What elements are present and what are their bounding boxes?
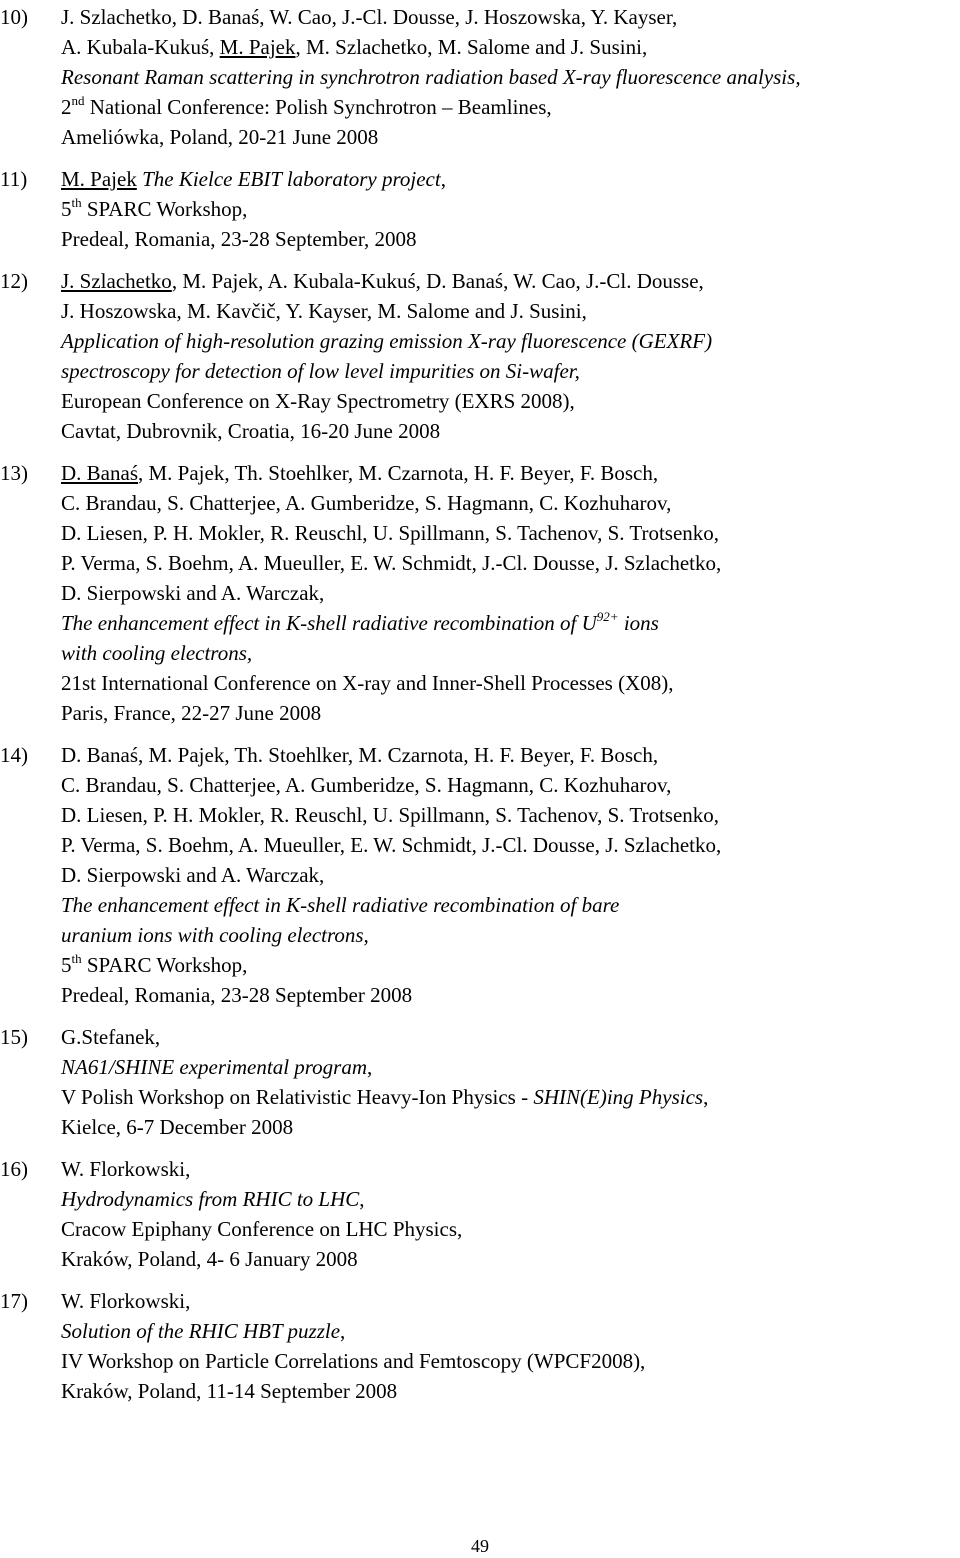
- reference-line: [61, 1346, 950, 1376]
- reference-text: P. Verma, S. Boehm, A. Mueuller, E. W. Schmidt, J.-Cl. Dousse, J. Szlachetko,: [61, 551, 722, 575]
- reference-number: 16): [0, 1157, 28, 1181]
- reference-line: [61, 2, 950, 32]
- reference-line: [61, 518, 950, 548]
- superscript-text: th: [71, 951, 82, 966]
- reference-body: [61, 1154, 950, 1274]
- reference-text: ,: [703, 1085, 709, 1109]
- reference-line: [61, 860, 950, 890]
- title-text: Hydrodynamics from RHIC to LHC: [61, 1187, 360, 1211]
- reference-text: ,: [340, 1319, 346, 1343]
- reference-number: 12): [0, 269, 28, 293]
- title-text: with cooling electrons,: [61, 641, 253, 665]
- reference-text: Kraków, Poland, 4- 6 January 2008: [61, 1247, 358, 1271]
- reference-text: D. Sierpowski and A. Warczak,: [61, 581, 325, 605]
- reference-line: [61, 1052, 950, 1082]
- reference-item: [0, 740, 950, 1010]
- reference-line: [61, 458, 950, 488]
- reference-body: [61, 1022, 950, 1142]
- reference-item: [0, 458, 950, 728]
- reference-line: [61, 608, 950, 638]
- reference-text: D. Liesen, P. H. Mokler, R. Reuschl, U. Spillmann, S. Tachenov, S. Trotsenko,: [61, 803, 720, 827]
- reference-text: Cracow Epiphany Conference on LHC Physics,: [61, 1217, 463, 1241]
- reference-line: [61, 1214, 950, 1244]
- reference-line: [61, 194, 950, 224]
- reference-text: ,: [440, 167, 446, 191]
- reference-text: National Conference: Polish Synchrotron – Beamlines,: [84, 95, 552, 119]
- reference-text: D. Sierpowski and A. Warczak,: [61, 863, 325, 887]
- reference-line: [61, 668, 950, 698]
- reference-text: 21st International Conference on X-ray and Inner-Shell Processes (X08),: [61, 671, 674, 695]
- reference-text: W. Florkowski,: [61, 1157, 191, 1181]
- reference-item: [0, 1154, 950, 1274]
- reference-number: 13): [0, 461, 28, 485]
- reference-text: W. Florkowski,: [61, 1289, 191, 1313]
- reference-number: 11): [0, 167, 28, 191]
- reference-text: D. Liesen, P. H. Mokler, R. Reuschl, U. Spillmann, S. Tachenov, S. Trotsenko,: [61, 521, 720, 545]
- reference-text: , M. Pajek, Th. Stoehlker, M. Czarnota, H. F. Beyer, F. Bosch,: [138, 461, 659, 485]
- title-text: ions: [618, 611, 659, 635]
- reference-text: Predeal, Romania, 23-28 September, 2008: [61, 227, 417, 251]
- reference-line: [61, 800, 950, 830]
- reference-item: [0, 164, 950, 254]
- reference-line: [61, 224, 950, 254]
- reference-line: [61, 980, 950, 1010]
- reference-line: [61, 1184, 950, 1214]
- reference-line: [61, 830, 950, 860]
- reference-item: [0, 2, 950, 152]
- reference-body: [61, 740, 950, 1010]
- reference-text: D. Banaś: [61, 461, 138, 485]
- reference-text: IV Workshop on Particle Correlations and Femtoscopy (WPCF2008),: [61, 1349, 646, 1373]
- reference-text: 5: [61, 953, 72, 977]
- reference-text: SPARC Workshop,: [81, 197, 248, 221]
- reference-item: [0, 1022, 950, 1142]
- reference-text: European Conference on X-Ray Spectrometry (EXRS 2008),: [61, 389, 575, 413]
- reference-text: SPARC Workshop,: [81, 953, 248, 977]
- reference-line: [61, 386, 950, 416]
- reference-line: [61, 32, 950, 62]
- reference-line: [61, 548, 950, 578]
- reference-line: [61, 164, 950, 194]
- reference-text: J. Hoszowska, M. Kavčič, Y. Kayser, M. Salome and J. Susini,: [61, 299, 587, 323]
- reference-line: [61, 416, 950, 446]
- reference-line: [61, 1112, 950, 1142]
- title-text: The enhancement effect in K-shell radiative recombination of U: [61, 611, 597, 635]
- reference-line: [61, 698, 950, 728]
- reference-body: [61, 458, 950, 728]
- reference-line: [61, 920, 950, 950]
- reference-text: G.Stefanek,: [61, 1025, 161, 1049]
- reference-list: [0, 2, 950, 1418]
- reference-number: 14): [0, 743, 28, 767]
- reference-text: P. Verma, S. Boehm, A. Mueuller, E. W. Schmidt, J.-Cl. Dousse, J. Szlachetko,: [61, 833, 722, 857]
- superscript-text: nd: [71, 93, 85, 108]
- reference-line: [61, 122, 950, 152]
- superscript-text: th: [71, 195, 82, 210]
- reference-line: [61, 890, 950, 920]
- reference-line: [61, 1286, 950, 1316]
- reference-line: [61, 356, 950, 386]
- reference-line: [61, 578, 950, 608]
- reference-line: [61, 638, 950, 668]
- title-text: Application of high-resolution grazing emission X-ray fluorescence (GEXRF): [61, 329, 713, 353]
- reference-item: [0, 266, 950, 446]
- reference-line: [61, 62, 950, 92]
- title-text: uranium ions with cooling electrons,: [61, 923, 369, 947]
- reference-text: Predeal, Romania, 23-28 September 2008: [61, 983, 413, 1007]
- title-text: spectroscopy for detection of low level impurities on Si-wafer,: [61, 359, 580, 383]
- reference-text: ,: [359, 1187, 365, 1211]
- reference-line: [61, 770, 950, 800]
- reference-line: [61, 1154, 950, 1184]
- reference-text: Cavtat, Dubrovnik, Croatia, 16-20 June 2008: [61, 419, 441, 443]
- reference-text: , M. Szlachetko, M. Salome and J. Susini,: [295, 35, 648, 59]
- reference-text: ,: [367, 1055, 373, 1079]
- reference-item: [0, 1286, 950, 1406]
- title-text: The Kielce EBIT laboratory project: [142, 167, 441, 191]
- reference-text: M. Pajek: [219, 35, 296, 59]
- reference-line: [61, 92, 950, 122]
- reference-line: [61, 266, 950, 296]
- reference-line: [61, 1022, 950, 1052]
- reference-line: [61, 296, 950, 326]
- reference-line: [61, 488, 950, 518]
- reference-body: [61, 266, 950, 446]
- title-text: Solution of the RHIC HBT puzzle: [61, 1319, 341, 1343]
- reference-line: [61, 1316, 950, 1346]
- reference-line: [61, 740, 950, 770]
- reference-text: , M. Pajek, A. Kubala-Kukuś, D. Banaś, W. Cao, J.-Cl. Dousse,: [171, 269, 704, 293]
- reference-line: [61, 1244, 950, 1274]
- reference-line: [61, 1082, 950, 1112]
- reference-text: C. Brandau, S. Chatterjee, A. Gumberidze, S. Hagmann, C. Kozhuharov,: [61, 491, 672, 515]
- title-text: The enhancement effect in K-shell radiative recombination of bare: [61, 893, 620, 917]
- reference-text: C. Brandau, S. Chatterjee, A. Gumberidze, S. Hagmann, C. Kozhuharov,: [61, 773, 672, 797]
- reference-text: Kraków, Poland, 11-14 September 2008: [61, 1379, 398, 1403]
- reference-body: [61, 1286, 950, 1406]
- reference-text: 2: [61, 95, 72, 119]
- reference-text: V Polish Workshop on Relativistic Heavy-Ion Physics -: [61, 1085, 534, 1109]
- reference-text: J. Szlachetko: [61, 269, 172, 293]
- reference-text: D. Banaś, M. Pajek, Th. Stoehlker, M. Czarnota, H. F. Beyer, F. Bosch,: [61, 743, 659, 767]
- reference-text: Paris, France, 22-27 June 2008: [61, 701, 322, 725]
- title-text: SHIN(E)ing Physics: [533, 1085, 704, 1109]
- reference-text: A. Kubala-Kukuś,: [61, 35, 220, 59]
- reference-body: [61, 164, 950, 254]
- page-number: 49: [471, 1536, 489, 1556]
- reference-number: 10): [0, 5, 28, 29]
- reference-text: Ameliówka, Poland, 20-21 June 2008: [61, 125, 379, 149]
- reference-line: [61, 326, 950, 356]
- title-text: Resonant Raman scattering in synchrotron radiation based X-ray fluorescence analysis,: [61, 65, 801, 89]
- reference-body: [61, 2, 950, 152]
- reference-text: J. Szlachetko, D. Banaś, W. Cao, J.-Cl. Dousse, J. Hoszowska, Y. Kayser,: [61, 5, 678, 29]
- reference-line: [61, 950, 950, 980]
- superscript-text: 92+: [596, 609, 619, 624]
- reference-text: Kielce, 6-7 December 2008: [61, 1115, 294, 1139]
- reference-number: 15): [0, 1025, 28, 1049]
- reference-line: [61, 1376, 950, 1406]
- reference-text: 5: [61, 197, 72, 221]
- reference-number: 17): [0, 1289, 28, 1313]
- title-text: NA61/SHINE experimental program: [61, 1055, 368, 1079]
- reference-text: M. Pajek: [61, 167, 137, 191]
